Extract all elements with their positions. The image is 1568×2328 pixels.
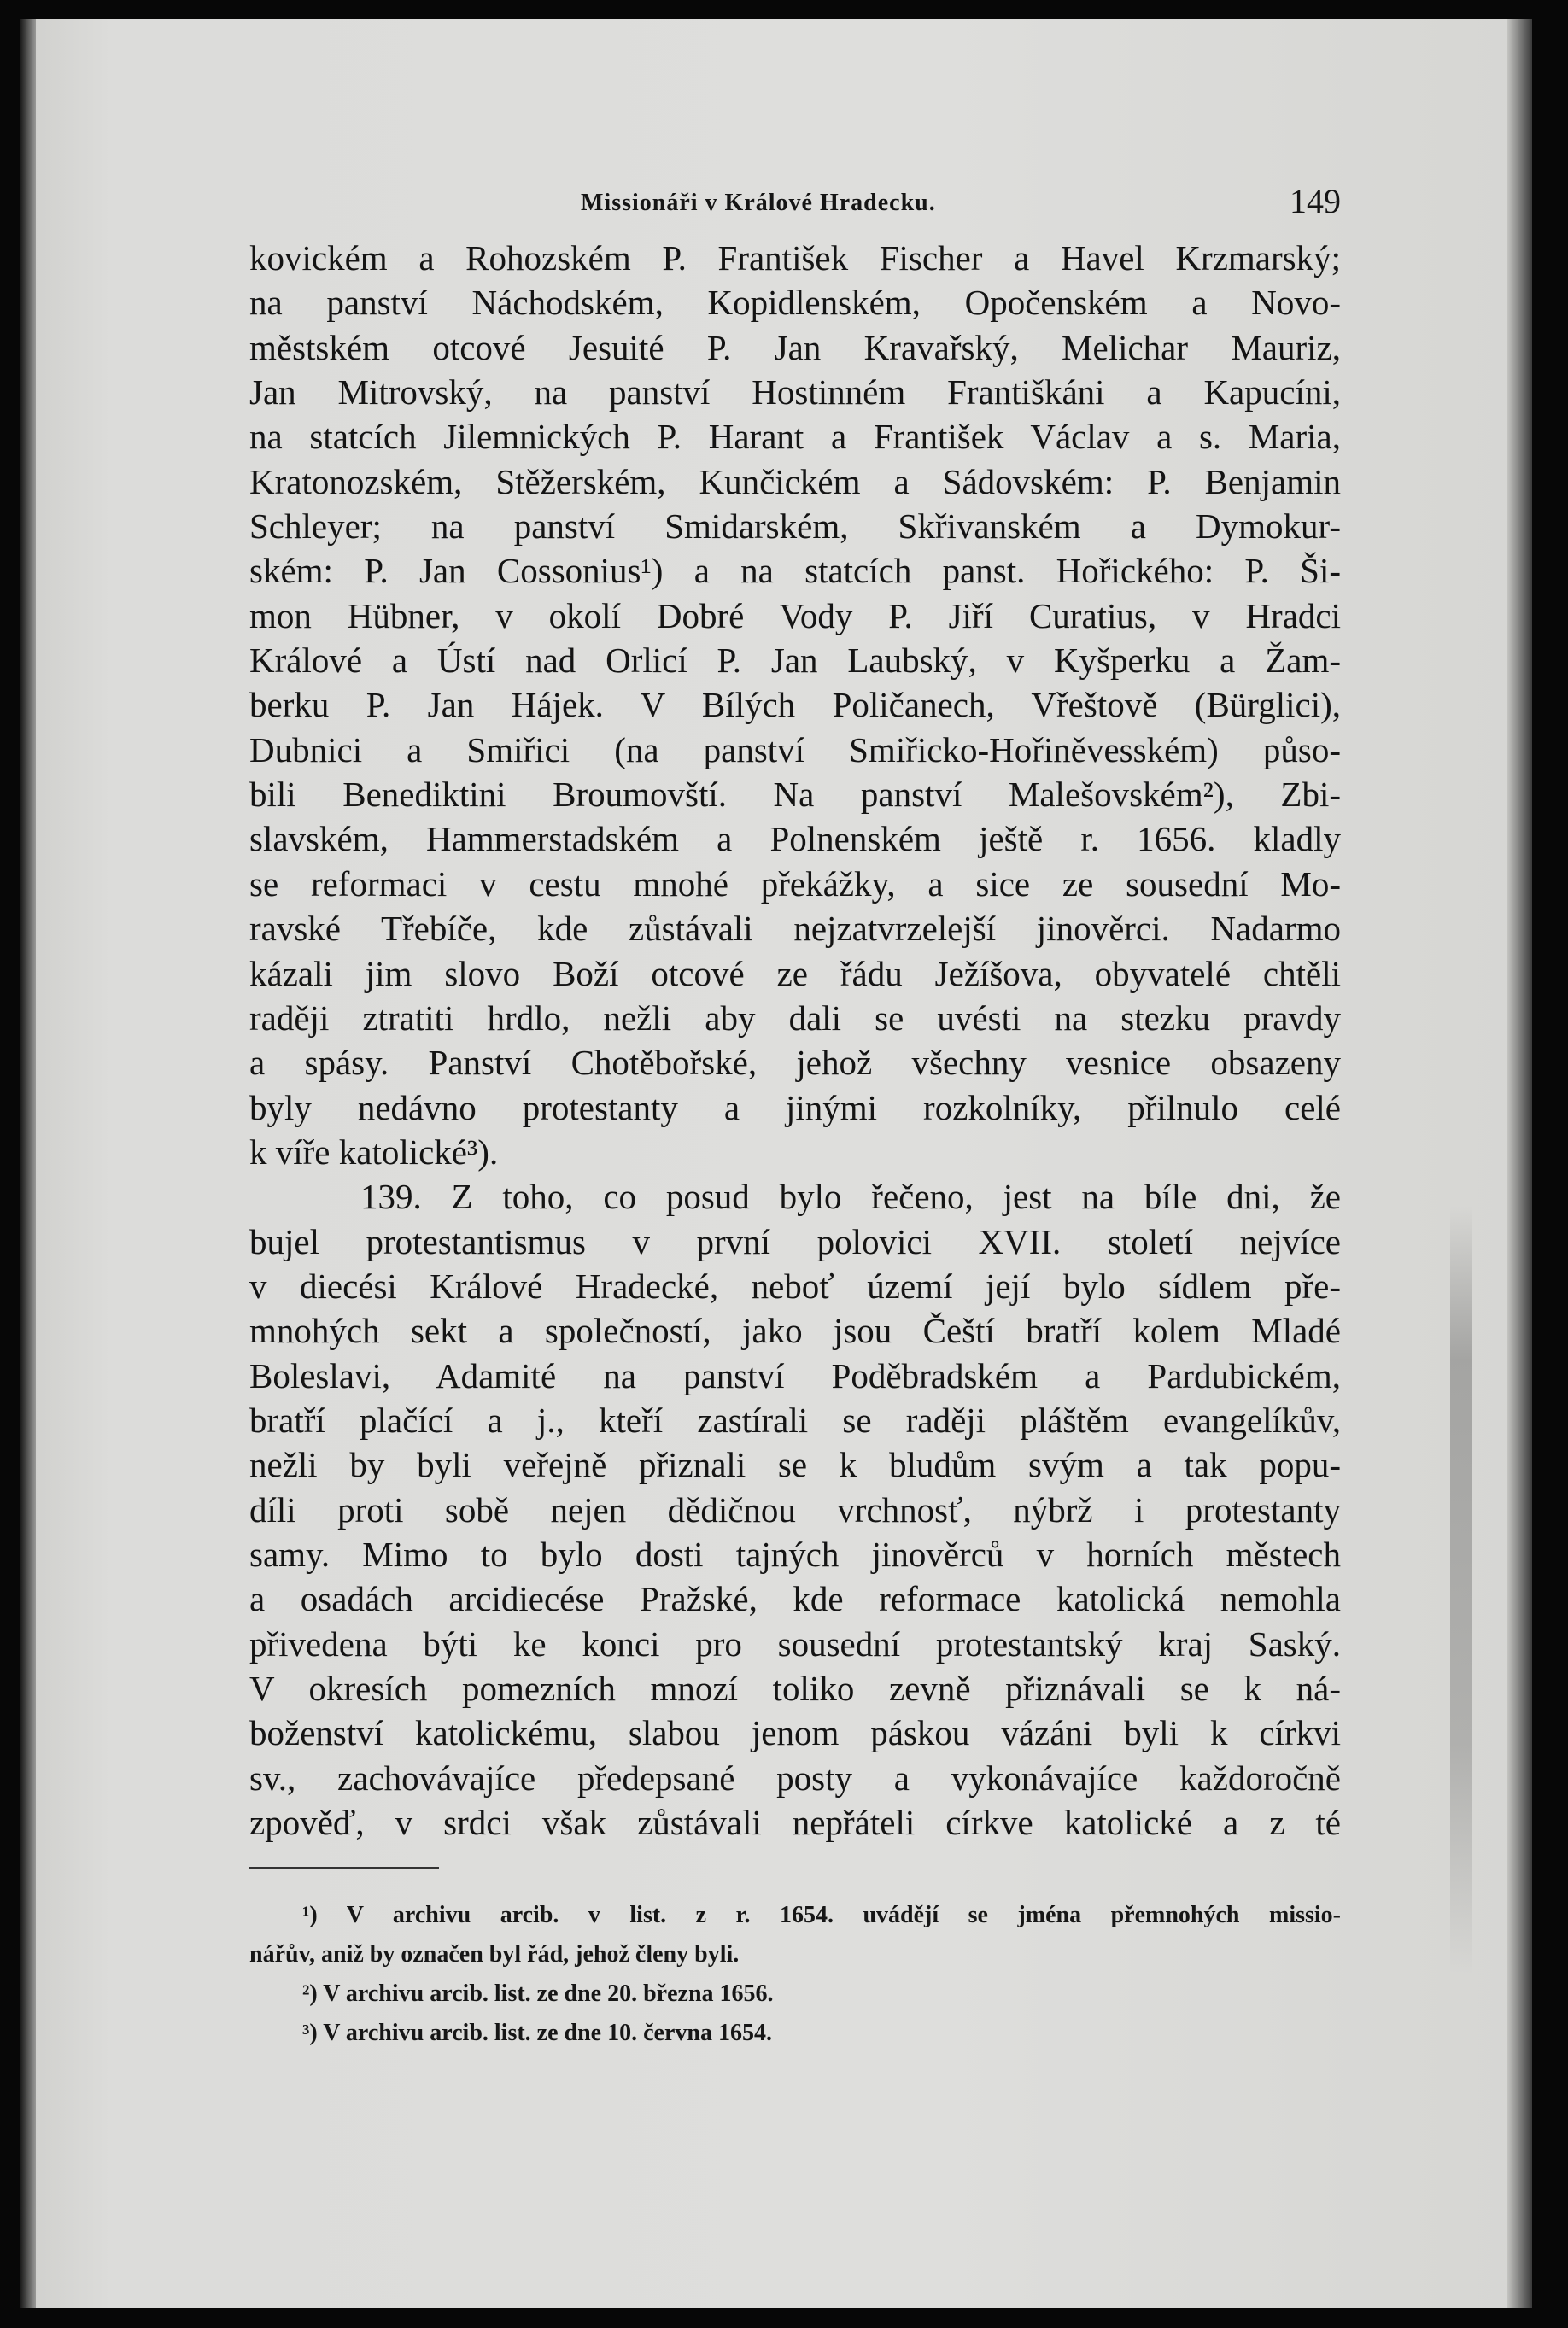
text-line: ském: P. Jan Cossonius¹) a na statcích panst. Hořického: P. Ši- <box>249 551 1341 591</box>
text-line: nežli by byli veřejně přiznali se k bludům svým a tak popu- <box>249 1445 1341 1485</box>
text-line: ravské Třebíče, kde zůstávali nejzatvrzelejší jinověrci. Nadarmo <box>249 909 1341 949</box>
text-line: berku P. Jan Hájek. V Bílých Poličanech, Vřeštově (Bürglici), <box>249 685 1341 725</box>
footnote-1-continuation: nářův, aniž by označen byl řád, jehož členy byli. <box>249 1941 740 1968</box>
text-line: kovickém a Rohozském P. František Fischer a Havel Krzmarský; <box>249 238 1341 278</box>
margin-shadow <box>1450 1206 1472 1974</box>
text-line: městském otcové Jesuité P. Jan Kravařský, Melichar Mauriz, <box>249 327 1341 367</box>
text-line: kázali jim slovo Boží otcové ze řádu Ježíšova, obyvatelé chtěli <box>249 953 1341 993</box>
text-line: se reformaci v cestu mnohé překážky, a sice ze sousední Mo- <box>249 863 1341 904</box>
text-line: a spásy. Panství Chotěbořské, jehož všechny vesnice obsazeny <box>249 1043 1341 1083</box>
text-line: přivedena býti ke konci pro sousední protestantský kraj Saský. <box>249 1623 1341 1664</box>
paragraph-start-line: 139. Z toho, co posud bylo řečeno, jest na bíle dni, že <box>360 1177 1341 1217</box>
text-line: zpověď, v srdci však zůstávali nepřáteli církve katolické a z té <box>249 1803 1341 1843</box>
text-line: V okresích pomezních mnozí toliko zevně přiznávali se k ná- <box>249 1669 1341 1708</box>
page-header <box>248 164 1341 220</box>
text-line: Boleslavi, Adamité na panství Poděbradském a Pardubickém, <box>249 1355 1341 1395</box>
text-line: na panství Náchodském, Kopidlenském, Opočenském a Novo- <box>249 283 1341 323</box>
text-line: k víře katolické³). <box>249 1132 499 1172</box>
text-line: boženství katolickému, slabou jenom páskou vázáni byli k církvi <box>249 1713 1341 1753</box>
footnote-rule <box>249 1867 439 1869</box>
footnote-2: ²) V archivu arcib. list. ze dne 20. března 1656. <box>302 1980 774 2007</box>
text-line: Jan Mitrovský, na panství Hostinném Františkáni a Kapucíni, <box>249 372 1341 412</box>
text-line: sv., zachovávajíce předepsané posty a vykonávajíce každoročně <box>249 1758 1341 1798</box>
running-head: Missionáři v Králové Hradecku. <box>581 190 936 216</box>
text-line: Kratonozském, Stěžerském, Kunčickém a Sádovském: P. Benjamin <box>249 461 1341 501</box>
text-line: Schleyer; na panství Smidarském, Skřivanském a Dymokur- <box>249 506 1341 547</box>
text-line: raději ztratiti hrdlo, nežli aby dali se uvésti na stezku pravdy <box>249 997 1341 1038</box>
text-line: bratří plačící a j., kteří zastírali se raději pláštěm evangelíkův, <box>249 1400 1341 1440</box>
text-line: samy. Mimo to bylo dosti tajných jinověrců v horních městech <box>249 1534 1341 1574</box>
text-line: Dubnici a Smiřici (na panství Smiřicko-Hořiněvesském) půso- <box>249 729 1341 769</box>
text-line: byly nedávno protestanty a jinými rozkolníky, přilnulo celé <box>249 1087 1341 1127</box>
footnote-3: ³) V archivu arcib. list. ze dne 10. června 1654. <box>302 2020 772 2046</box>
text-line: mon Hübner, v okolí Dobré Vody P. Jiří Curatius, v Hradci <box>249 595 1341 635</box>
text-line: Králové a Ústí nad Orlicí P. Jan Laubský, v Kyšperku a Žam- <box>249 640 1341 681</box>
text-line: na statcích Jilemnických P. Harant a František Václav a s. Maria, <box>249 417 1341 457</box>
text-line: v diecési Králové Hradecké, neboť území její bylo sídlem pře- <box>249 1266 1341 1306</box>
page-right-edge <box>1507 19 1532 2308</box>
text-line: mnohých sekt a společností, jako jsou Čeští bratří kolem Mladé <box>249 1311 1341 1351</box>
text-line: bili Benediktini Broumovští. Na panství Malešovském²), Zbi- <box>249 775 1341 815</box>
footnotes <box>249 1896 1341 2053</box>
text-line: slavském, Hammerstadském a Polnenském ještě r. 1656. kladly <box>249 819 1341 859</box>
page-left-edge <box>20 19 36 2308</box>
text-line: díli proti sobě nejen dědičnou vrchnosť, nýbrž i protestanty <box>249 1489 1341 1530</box>
text-line: a osadách arcidiecése Pražské, kde reformace katolická nemohla <box>249 1579 1341 1619</box>
page-number: 149 <box>1290 182 1341 220</box>
footnote-1: ¹) V archivu arcib. v list. z r. 1654. uvádějí se jména přemnohých missio- <box>302 1902 1341 1928</box>
text-line: bujel protestantismus v první polovici XVII. století nejvíce <box>249 1221 1341 1261</box>
body-text <box>249 236 1341 1845</box>
